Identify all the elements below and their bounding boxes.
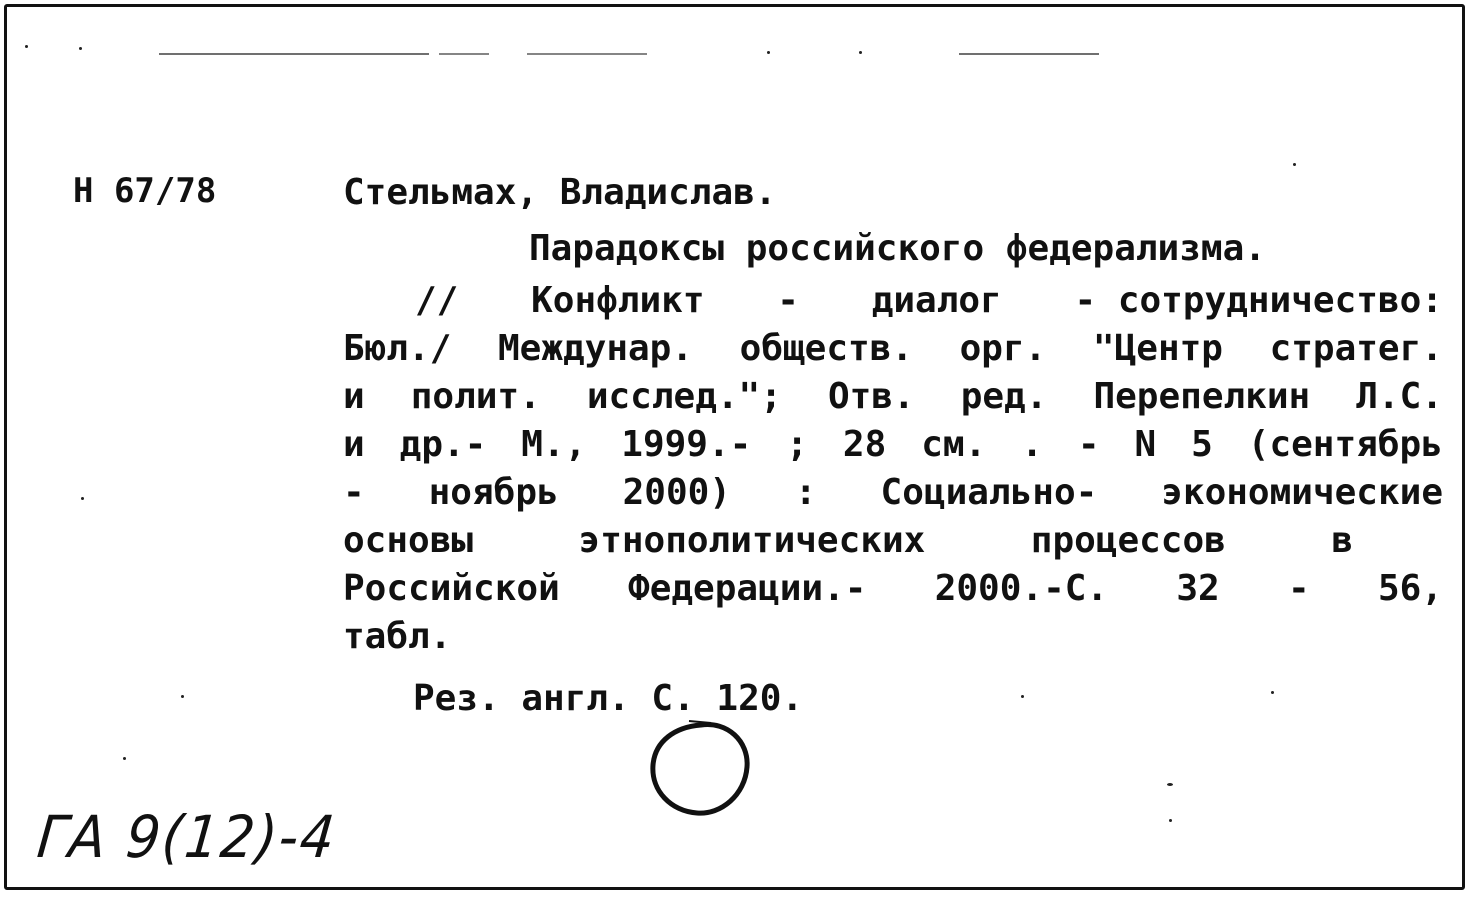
top-dashed-rule	[159, 53, 429, 55]
call-number: Н 67/78	[73, 171, 217, 211]
description-word: Российской	[343, 568, 560, 609]
description-word: орг.	[959, 328, 1047, 369]
description-line	[343, 565, 1443, 613]
description-word: "Центр	[1092, 328, 1223, 369]
description-word: М.,	[521, 424, 587, 465]
handwritten-shelf-code: ГА 9(12)-4	[34, 803, 340, 871]
description-word: ноябрь	[428, 472, 559, 513]
top-dashed-rule-segment	[527, 53, 647, 55]
description-word: обществ.	[739, 328, 914, 369]
scan-speck	[181, 695, 184, 698]
description-word: Федерации.-	[628, 568, 867, 609]
description-word: -	[777, 280, 799, 321]
description-word: см.	[921, 424, 987, 465]
description-line	[343, 325, 1443, 373]
description-word: Социально-	[880, 472, 1098, 513]
description-word: полит.	[410, 376, 541, 417]
scan-speck	[123, 757, 126, 760]
resume-note: Рез. англ. С. 120.	[413, 678, 804, 719]
scan-speck	[25, 45, 28, 48]
scan-speck	[1271, 691, 1274, 694]
book-title: Парадоксы российского федерализма.	[529, 228, 1266, 269]
catalog-card	[4, 4, 1465, 890]
description-word: процессов	[1030, 520, 1226, 561]
scan-speck	[81, 497, 84, 500]
description-last-line: табл.	[343, 616, 452, 657]
description-word: 28	[842, 424, 887, 465]
description-line	[343, 277, 1443, 325]
description-word: Конфликт	[531, 280, 705, 321]
description-word: Перепелкин	[1093, 376, 1311, 417]
description-word: и	[343, 376, 365, 417]
description-word: 2000)	[622, 472, 731, 513]
description-word: Отв.	[827, 376, 915, 417]
description-line	[343, 517, 1353, 565]
description-line	[343, 421, 1443, 469]
description-word: исслед.";	[586, 376, 782, 417]
description-word: Бюл./	[343, 328, 452, 369]
description-word: и	[343, 424, 365, 465]
description-word: этнополитических	[578, 520, 926, 561]
description-word: -	[1287, 568, 1310, 609]
description-word: экономические	[1161, 472, 1443, 513]
description-word: //	[415, 280, 459, 321]
description-word: ;	[786, 424, 808, 465]
scan-speck	[767, 51, 770, 54]
scan-speck	[859, 51, 862, 54]
description-word: N	[1134, 424, 1157, 465]
description-line	[343, 373, 1443, 421]
description-word: в	[1331, 520, 1353, 561]
description-word: ред.	[960, 376, 1048, 417]
description-line	[343, 469, 1443, 517]
scan-speck	[79, 47, 82, 50]
description-word: др.-	[399, 424, 487, 465]
top-dashed-rule-segment	[439, 53, 489, 55]
description-word: диалог	[871, 280, 1002, 321]
description-word: Междунар.	[497, 328, 694, 369]
description-word: 32	[1176, 568, 1220, 609]
description-word: основы	[343, 520, 474, 561]
top-dashed-rule-segment	[959, 53, 1099, 55]
description-word: стратег.	[1269, 328, 1443, 369]
description-word: 56,	[1377, 568, 1443, 609]
description-word: .	[1021, 424, 1043, 465]
stamp-circle-mark	[641, 715, 759, 823]
description-word: -	[343, 472, 365, 513]
scan-speck	[1169, 819, 1172, 822]
scan-speck	[1167, 783, 1173, 786]
author-heading: Стельмах, Владислав.	[343, 172, 777, 213]
description-word: 5	[1191, 424, 1213, 465]
description-word: :	[794, 472, 817, 513]
scan-speck	[1021, 695, 1024, 698]
description-word: 1999.-	[621, 424, 752, 465]
description-word: (сентябрь	[1247, 424, 1443, 465]
bibliographic-description	[343, 277, 1443, 661]
description-word: Л.С.	[1356, 376, 1443, 417]
scan-speck	[1293, 163, 1296, 166]
description-word: 2000.-С.	[934, 568, 1109, 609]
description-word: - сотрудничество:	[1074, 280, 1443, 321]
description-word: -	[1077, 424, 1100, 465]
